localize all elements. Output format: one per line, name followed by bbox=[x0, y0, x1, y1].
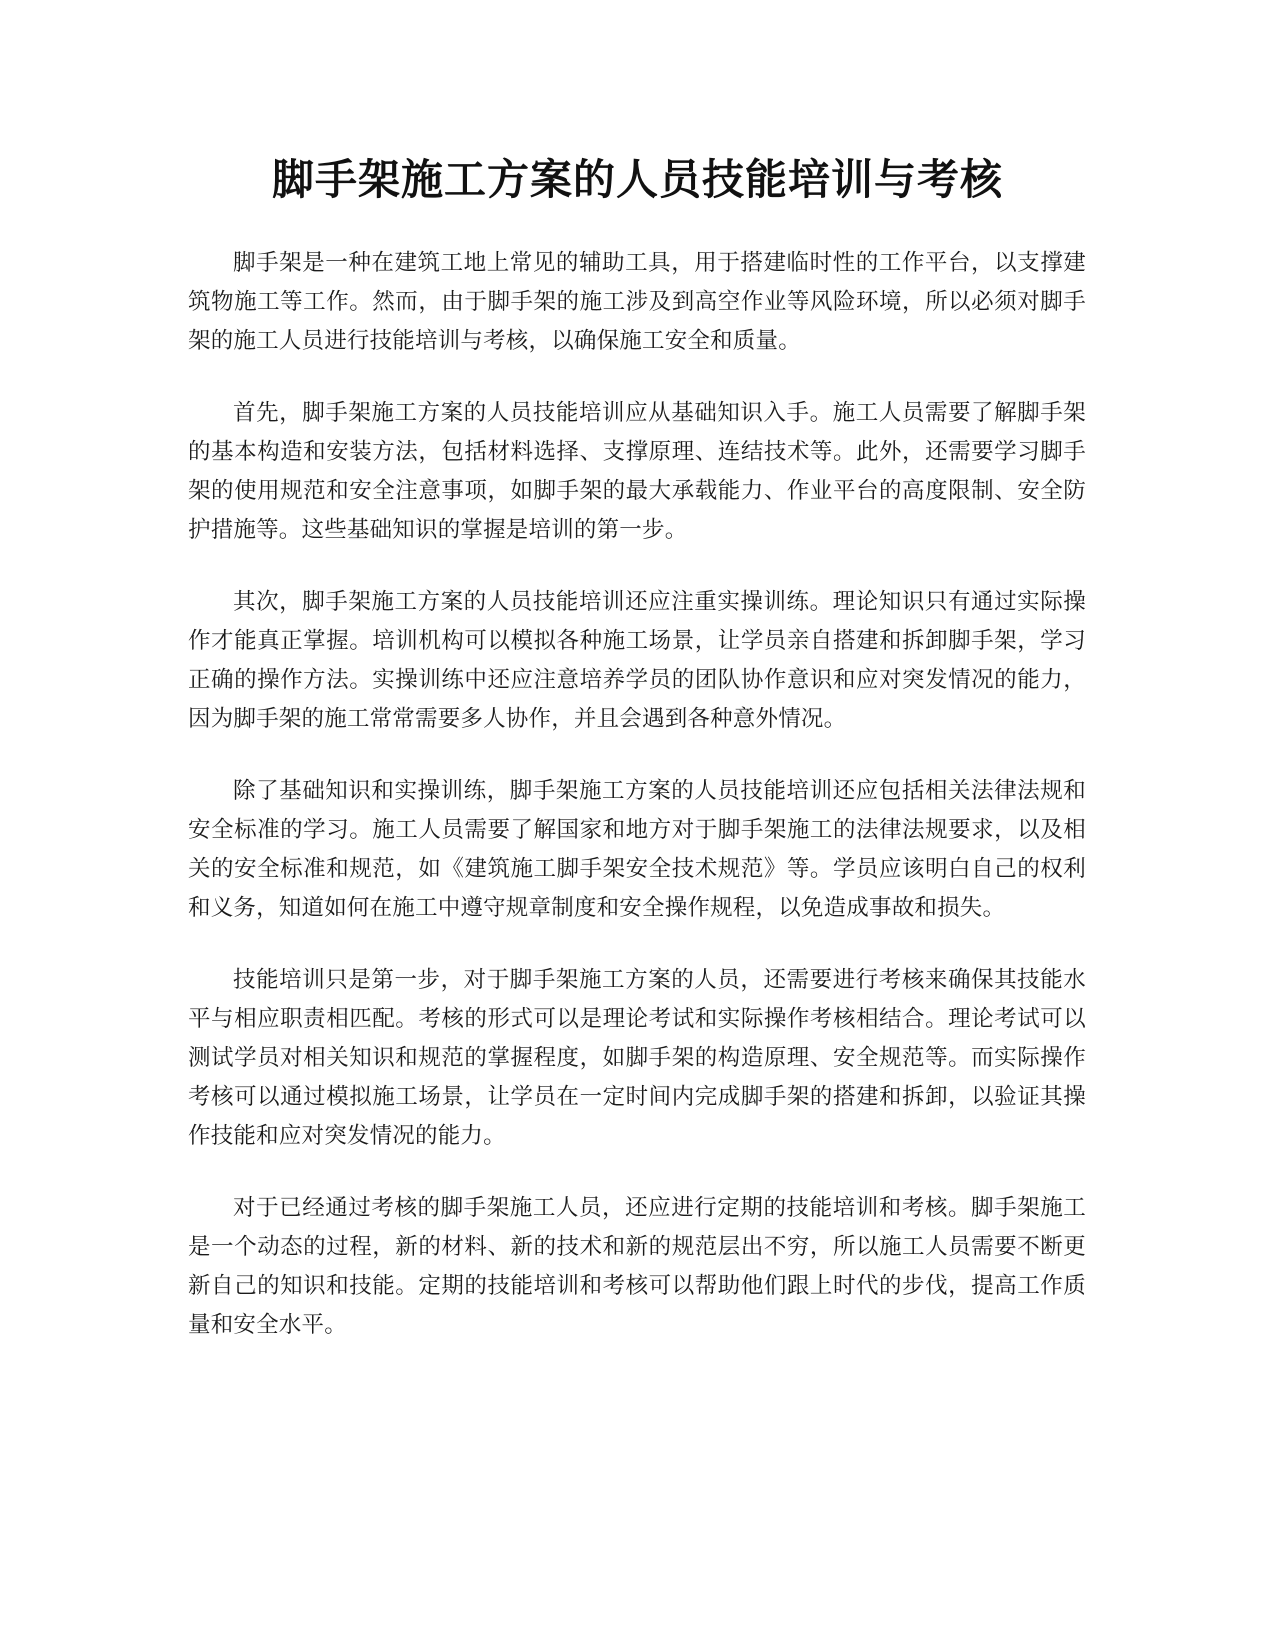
paragraph-3: 其次，脚手架施工方案的人员技能培训还应注重实操训练。理论知识只有通过实际操作才能真正掌握。培训机构可以模拟各种施工场景，让学员亲自搭建和拆卸脚手架，学习正确的操作方法。实操训练中还应注意培养学员的团队协作意识和应对突发情况的能力，因为脚手架的施工常常需要多人协作，并且会遇到各种意外情况。 bbox=[188, 589, 1086, 732]
paragraph-5: 技能培训只是第一步，对于脚手架施工方案的人员，还需要进行考核来确保其技能水平与相应职责相匹配。考核的形式可以是理论考试和实际操作考核相结合。理论考试可以测试学员对相关知识和规范的掌握程度，如脚手架的构造原理、安全规范等。而实际操作考核可以通过模拟施工场景，让学员在一定时间内完成脚手架的搭建和拆卸，以验证其操作技能和应对突发情况的能力。 bbox=[188, 967, 1086, 1149]
paragraph-2: 首先，脚手架施工方案的人员技能培训应从基础知识入手。施工人员需要了解脚手架的基本构造和安装方法，包括材料选择、支撑原理、连结技术等。此外，还需要学习脚手架的使用规范和安全注意事项，如脚手架的最大承载能力、作业平台的高度限制、安全防护措施等。这些基础知识的掌握是培训的第一步。 bbox=[188, 400, 1086, 543]
paragraph-1: 脚手架是一种在建筑工地上常见的辅助工具，用于搭建临时性的工作平台，以支撑建筑物施工等工作。然而，由于脚手架的施工涉及到高空作业等风险环境，所以必须对脚手架的施工人员进行技能培训与考核，以确保施工安全和质量。 bbox=[188, 250, 1086, 354]
paragraph-6: 对于已经通过考核的脚手架施工人员，还应进行定期的技能培训和考核。脚手架施工是一个动态的过程，新的材料、新的技术和新的规范层出不穷，所以施工人员需要不断更新自己的知识和技能。定期的技能培训和考核可以帮助他们跟上时代的步伐，提高工作质量和安全水平。 bbox=[188, 1195, 1086, 1338]
document-body bbox=[188, 244, 1086, 1378]
document-title: 脚手架施工方案的人员技能培训与考核 bbox=[271, 155, 1003, 204]
paragraph-4: 除了基础知识和实操训练，脚手架施工方案的人员技能培训还应包括相关法律法规和安全标准的学习。施工人员需要了解国家和地方对于脚手架施工的法律法规要求，以及相关的安全标准和规范，如《建筑施工脚手架安全技术规范》等。学员应该明白自己的权利和义务，知道如何在施工中遵守规章制度和安全操作规程，以免造成事故和损失。 bbox=[188, 778, 1086, 921]
